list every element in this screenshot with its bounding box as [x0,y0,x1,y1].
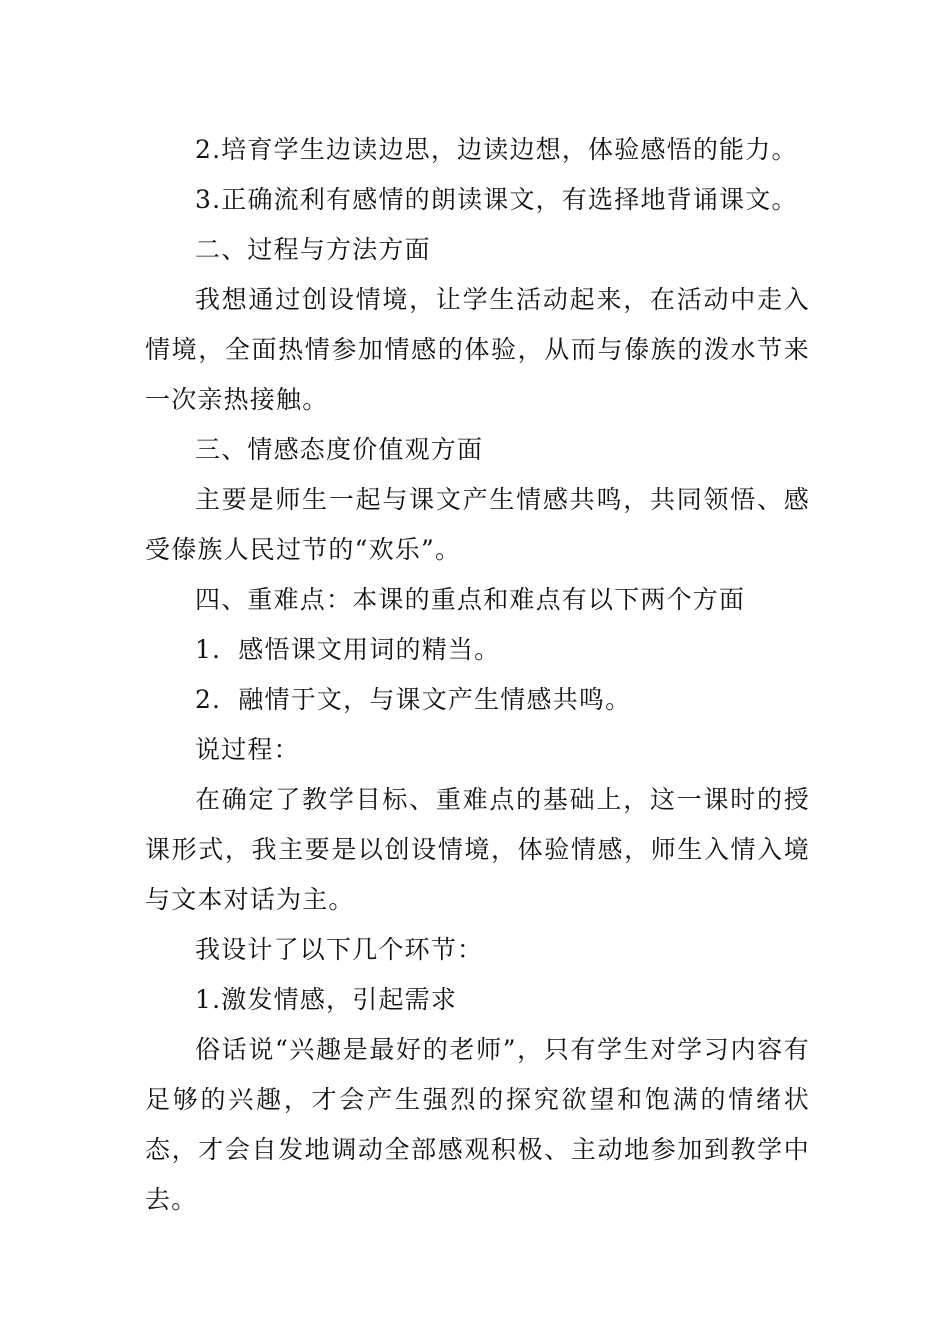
paragraph-goal-3: 3.正确流利有感情的朗读课文，有选择地背诵课文。 [195,185,798,214]
paragraph-goal-2: 2.培育学生边读边思，边读边想，体验感悟的能力。 [195,135,798,164]
heading-emotion-values: 三、情感态度价值观方面 [195,435,484,464]
paragraph-key-point-2: 2．融情于文，与课文产生情感共鸣。 [195,685,632,714]
heading-explain-process: 说过程： [195,735,300,764]
heading-step-1: 1.激发情感，引起需求 [195,985,458,1014]
paragraph-process-method: 我想通过创设情境，让学生活动起来，在活动中走入情境，全面热情参加情感的体验，从而与傣族的泼水节来一次亲热接触。 [145,285,810,414]
paragraph-steps-intro: 我设计了以下几个环节： [195,935,484,964]
heading-process-method: 二、过程与方法方面 [195,235,431,264]
paragraph-teaching-form: 在确定了教学目标、重难点的基础上，这一课时的授课形式，我主要是以创设情境，体验情感，师生入情入境与文本对话为主。 [145,785,810,914]
heading-key-difficult-points: 四、重难点：本课的重点和难点有以下两个方面 [195,585,746,614]
paragraph-step-1: 俗话说“兴趣是最好的老师”，只有学生对学习内容有足够的兴趣，才会产生强烈的探究欲望和饱满的情绪状态，才会自发地调动全部感观积极、主动地参加到教学中去。 [145,1035,810,1214]
document-body [145,125,810,1225]
paragraph-key-point-1: 1．感悟课文用词的精当。 [195,635,501,664]
paragraph-emotion-values: 主要是师生一起与课文产生情感共鸣，共同领悟、感受傣族人民过节的“欢乐”。 [145,485,810,564]
